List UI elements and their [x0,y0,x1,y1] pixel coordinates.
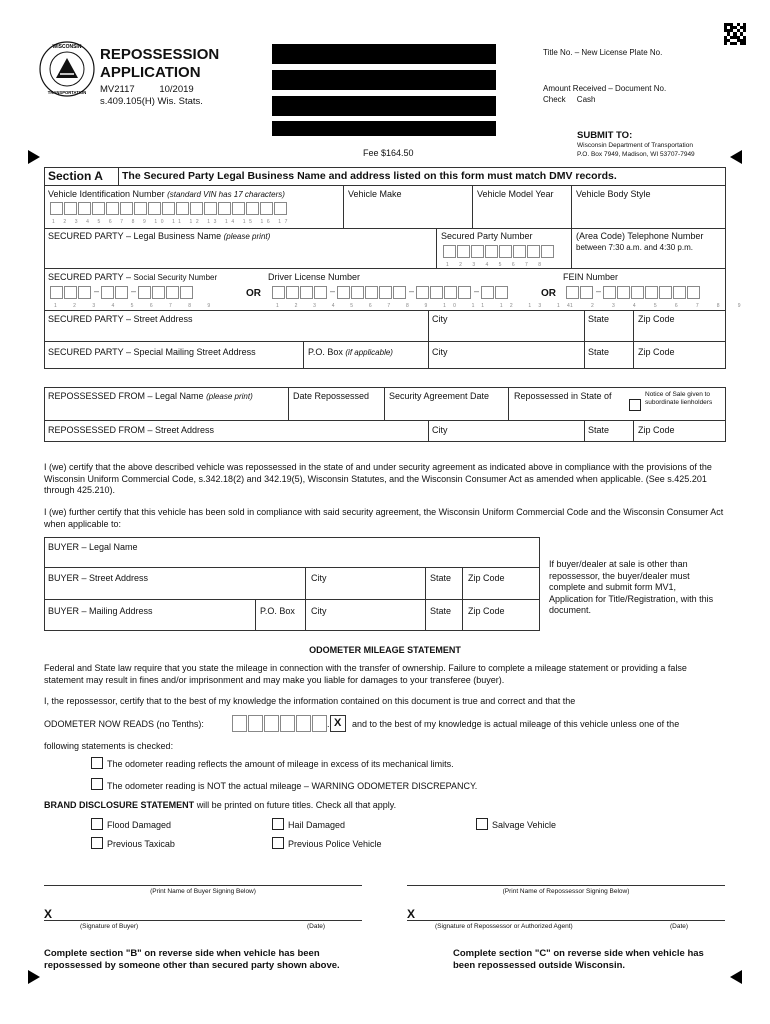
fein-digit-numbers: 1 2 3 4 5 6 7 8 9 [570,303,749,309]
wisdot-seal-logo [38,40,96,98]
ssn-label: SECURED PARTY – [48,272,132,282]
security-agreement-date-label: Security Agreement Date [389,391,490,401]
redaction-bar-1 [272,44,496,64]
buyer-mailing-city-label: City [311,606,327,616]
vin-label: Vehicle Identification Number [48,189,165,199]
form-title [100,46,219,82]
buyer-street-label: BUYER – Street Address [48,573,149,583]
salvage-vehicle-label: Salvage Vehicle [492,820,557,830]
repo-print-name-line[interactable] [407,885,725,886]
footer-section-c-note: Complete section "C" on reverse side when vehicle has been repossessed outside Wisconsin. [453,948,704,971]
buyer-dealer-note: If buyer/dealer at sale is other than repossessor, the buyer/dealer must complete and submit form MV1, Application for Title/Registration, with this document. [549,559,714,615]
sp-number-input[interactable] [443,245,555,260]
repo-from-note: (please print) [206,392,253,401]
sp-state-label: State [588,314,610,324]
ssn-label-2: Social Security Number [133,273,218,282]
submit-address [577,142,695,159]
dl-digit-numbers: 1 2 3 4 5 6 7 8 9 10 11 12 13 14 [276,303,577,309]
repo-signature-caption: (Signature of Repossessor or Authorized Agent) [435,923,573,930]
registration-arrow-right-top [28,150,40,164]
date-repossessed-label: Date Repossessed [293,391,370,401]
form-id-block [100,84,203,108]
repo-sign-x: X [407,907,416,921]
buyer-print-name-line[interactable] [44,885,362,886]
buyer-mailing-zip-label: Zip Code [468,606,505,616]
section-a-heading: The Secured Party Legal Business Name and address listed on this form must match DMV records. [122,170,617,182]
sp-number-digit-numbers: 1 2 3 4 5 6 7 8 [446,262,546,268]
odometer-exceeds-label: The odometer reading reflects the amount of mileage in excess of its mechanical limits. [107,759,454,769]
submit-address-line2: P.O. Box 7949, Madison, WI 53707-7949 [577,150,695,158]
odometer-paragraph-1: Federal and State law require that you state the mileage in connection with the transfer of ownership. Failure to complete a mileage statement or providing a false statement may result in fines and/or imprisonment and may make you liable for damages to your transferee (buyer). [44,663,687,685]
flood-damaged-label: Flood Damaged [107,820,172,830]
form-title-line1: REPOSSESSION [100,46,220,63]
svg-text:TRANSPORTATION: TRANSPORTATION [47,90,87,95]
qr-code [724,23,746,45]
sp-name-label: SECURED PARTY – Legal Business Name [48,231,222,241]
odometer-discrepancy-label: The odometer reading is NOT the actual mileage – WARNING ODOMETER DISCREPANCY. [107,781,478,791]
tenths-x-mark: X [334,717,342,729]
or-label-2: OR [541,288,556,299]
phone-note: between 7:30 a.m. and 4:30 p.m. [576,243,693,252]
brand-heading: BRAND DISCLOSURE STATEMENT [44,800,195,810]
previous-taxicab-label: Previous Taxicab [107,839,175,849]
vehicle-year-label: Vehicle Model Year [477,189,554,199]
sp-pobox-label: P.O. Box [308,347,343,357]
buyer-zip-label: Zip Code [468,573,505,583]
repo-from-label: REPOSSESSED FROM – Legal Name [48,391,204,401]
form-date: 10/2019 [159,84,194,95]
odometer-reads-after: and to the best of my knowledge is actual mileage of this vehicle unless one of the [352,719,680,729]
sp-mailing-label: SECURED PARTY – Special Mailing Street Address [48,347,256,357]
certify-paragraph-2: I (we) further certify that this vehicle has been sold in compliance with said security agreement, the Wisconsin Uniform Commercial Code and the Wisconsin Consumer Act when applicable to: [44,507,724,529]
notice-of-sale-label: Notice of Sale given to subordinate lienholders [645,391,713,406]
repo-print-name-caption: (Print Name of Repossessor Signing Below) [502,888,630,895]
hail-damaged-checkbox[interactable] [272,818,284,830]
repo-city-label: City [432,425,448,435]
buyer-date-caption: (Date) [307,923,326,930]
buyer-mailing-label: BUYER – Mailing Address [48,606,153,616]
registration-arrow-right-bottom [28,970,40,984]
vin-digit-numbers: 1 2 3 4 5 6 7 8 9 10 11 12 13 14 15 16 17 [52,219,291,225]
sp-mailing-zip-label: Zip Code [638,347,675,357]
buyer-signature-caption: (Signature of Buyer) [80,923,139,930]
ssn-digit-numbers: 1 2 3 4 5 6 7 8 9 [54,303,218,309]
registration-arrow-left-top [730,150,742,164]
repo-state-label: State [588,425,610,435]
footer-section-b-note: Complete section "B" on reverse side when vehicle has been repossessed by someone other than secured party shown above. [44,948,340,971]
office-use-amount: Amount Received – Document No. [543,84,667,93]
repo-date-caption: (Date) [670,923,689,930]
odometer-heading: ODOMETER MILEAGE STATEMENT [309,645,461,655]
previous-police-checkbox[interactable] [272,837,284,849]
phone-label: (Area Code) Telephone Number [576,231,704,241]
repo-zip-label: Zip Code [638,425,675,435]
ssn-input[interactable]: – – [50,286,194,301]
odometer-input[interactable] [232,715,328,730]
or-label-1: OR [246,288,261,299]
repo-signature-line[interactable] [407,920,725,921]
buyer-print-name-caption: (Print Name of Buyer Signing Below) [150,888,256,895]
redaction-bar-4 [272,121,496,136]
ssn-label-group [48,272,217,282]
form-number: MV2117 [100,84,135,95]
fein-label: FEIN Number [563,272,619,282]
repossessed-state-label: Repossessed in State of [514,391,612,401]
previous-taxicab-checkbox[interactable] [91,837,103,849]
odometer-paragraph-2: I, the repossessor, certify that to the best of my knowledge the information contained on this document is true and correct and that the [44,696,576,706]
fein-input[interactable]: – [566,286,701,301]
submit-to-label: SUBMIT TO: [577,130,633,141]
registration-arrow-left-bottom [730,970,742,984]
buyer-sign-x: X [44,907,53,921]
section-a-tab: Section A [48,169,103,183]
vehicle-body-label: Vehicle Body Style [576,189,651,199]
sp-pobox-label-group [308,347,393,357]
form-title-line2: APPLICATION [100,64,201,81]
fee-amount: Fee $164.50 [363,148,414,158]
form-statute: s.409.105(H) Wis. Stats. [100,96,203,107]
sp-pobox-note: (if applicable) [345,348,393,357]
buyer-city-label: City [311,573,327,583]
office-use-payment: Check Cash [543,95,596,104]
buyer-pobox-label: P.O. Box [260,606,295,616]
sp-mailing-city-label: City [432,347,448,357]
brand-heading-rest: will be printed on future titles. Check all that apply. [196,800,397,810]
redaction-bar-3 [272,96,496,116]
flood-damaged-checkbox[interactable] [91,818,103,830]
svg-text:WISCONSIN: WISCONSIN [52,44,82,50]
odometer-following: following statements is checked: [44,741,174,751]
sp-street-label: SECURED PARTY – Street Address [48,314,193,324]
sp-name-note: (please print) [223,232,271,241]
vehicle-make-label: Vehicle Make [348,189,402,199]
odometer-exceeds-checkbox[interactable] [91,757,103,769]
hail-damaged-label: Hail Damaged [288,820,346,830]
sp-number-label: Secured Party Number [441,231,533,241]
sp-city-label: City [432,314,448,324]
odometer-discrepancy-checkbox[interactable] [91,778,103,790]
salvage-vehicle-checkbox[interactable] [476,818,488,830]
buyer-state-label: State [430,573,452,583]
buyer-mailing-state-label: State [430,606,452,616]
repo-from-label-group [48,391,253,401]
dl-input[interactable]: – – – [272,286,509,301]
sp-mailing-state-label: State [588,347,610,357]
sp-zip-label: Zip Code [638,314,675,324]
notice-of-sale-checkbox[interactable] [629,399,641,411]
sp-name-label-group [48,231,270,241]
dl-label: Driver License Number [268,272,361,282]
brand-heading-group [44,800,396,810]
vin-label-group [48,189,285,199]
submit-address-line1: Wisconsin Department of Transportation [577,142,693,149]
office-use-title-no: Title No. – New License Plate No. [543,48,663,57]
buyer-name-label: BUYER – Legal Name [48,542,138,552]
vin-input[interactable] [50,202,288,217]
repo-street-label: REPOSSESSED FROM – Street Address [48,425,215,435]
odometer-reads-label: ODOMETER NOW READS (no Tenths): [44,719,204,729]
buyer-signature-line[interactable] [44,920,362,921]
previous-police-label: Previous Police Vehicle [288,839,382,849]
certify-paragraph-1: I (we) certify that the above described vehicle was repossessed in the state of and under security agreement as indicated above in compliance with the provisions of the Wisconsin Uniform Commercial Code, s.342.18(2) and 342.19(5), Wisconsin Statutes, and the Wisconsin Consumer Act as amended when applicable. (See s.425.201 through 425.210). [44,462,712,495]
redaction-bar-2 [272,70,496,90]
vin-note: (standard VIN has 17 characters) [167,190,285,199]
